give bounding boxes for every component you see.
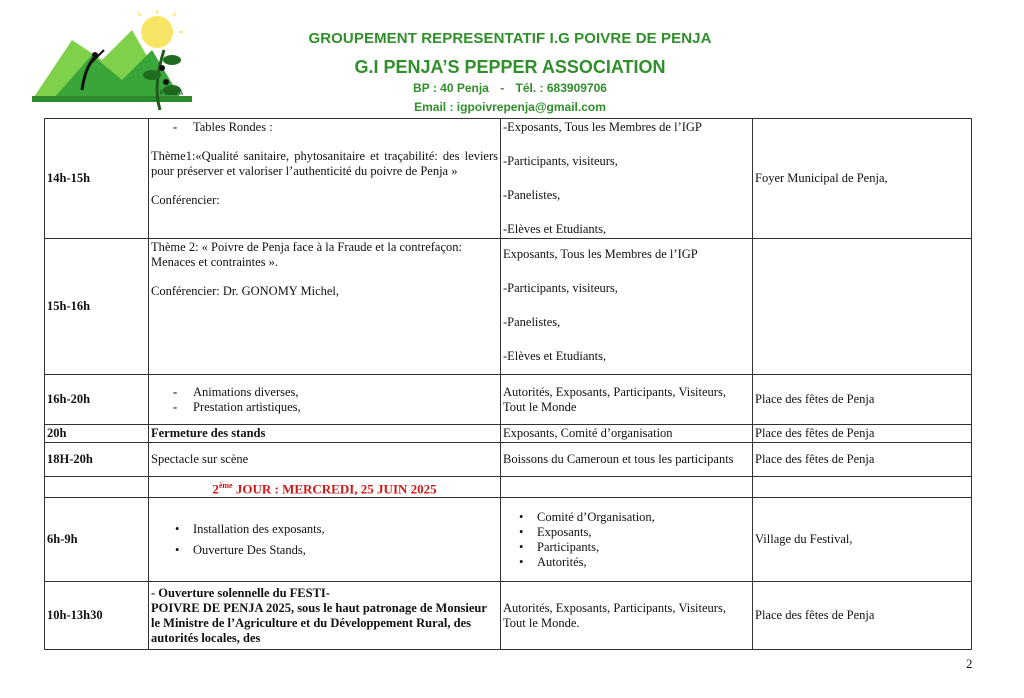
activity-cell: Fermeture des stands bbox=[149, 425, 501, 443]
list-item: • Participants, bbox=[517, 540, 750, 555]
participant-line: -Exposants, Tous les Membres de l’IGP bbox=[503, 120, 702, 134]
participant-line: Exposants, Tous les Membres de l’IGP bbox=[503, 247, 698, 261]
participants-cell bbox=[501, 239, 753, 375]
time-cell: 14h-15h bbox=[45, 119, 149, 239]
empty-cell bbox=[753, 477, 972, 498]
contact-line bbox=[190, 81, 830, 95]
day-number: 2 bbox=[212, 481, 219, 497]
participants-cell: Exposants, Comité d’organisation bbox=[501, 425, 753, 443]
org-name-fr: GROUPEMENT REPRESENTATIF I.G POIVRE DE PENJA bbox=[308, 30, 712, 47]
participants-cell bbox=[501, 498, 753, 582]
day-header-row bbox=[45, 477, 972, 498]
participants-cell: Autorités, Exposants, Participants, Visiteurs, Tout le Monde. bbox=[501, 582, 753, 650]
activity-cell bbox=[149, 375, 501, 425]
activity-cell bbox=[149, 582, 501, 650]
po-box: BP : 40 Penja bbox=[413, 81, 489, 95]
table-row bbox=[45, 375, 972, 425]
participant-line: -Panelistes, bbox=[503, 315, 561, 329]
theme-text: Thème1:«Qualité sanitaire, phytosanitaire et traçabilité: des leviers pour préserver et valoriser l’authenticité du poivre de Penja » bbox=[151, 149, 498, 178]
org-name-en: G.I PENJA’S PEPPER ASSOCIATION bbox=[354, 57, 666, 77]
place-cell: Place des fêtes de Penja bbox=[753, 443, 972, 477]
place-cell: Place des fêtes de Penja bbox=[753, 375, 972, 425]
time-cell: 20h bbox=[45, 425, 149, 443]
telephone: Tél. : 683909706 bbox=[515, 81, 607, 95]
separator: - bbox=[500, 81, 505, 95]
activity-cell bbox=[149, 498, 501, 582]
logo-text: PENJA bbox=[160, 90, 184, 97]
list-item: - Prestation artistiques, bbox=[173, 400, 498, 415]
place-cell: Foyer Municipal de Penja, bbox=[753, 119, 972, 239]
list-item: • Installation des exposants, bbox=[173, 522, 498, 537]
table-row bbox=[45, 582, 972, 650]
activity-cell: Spectacle sur scène bbox=[149, 443, 501, 477]
time-cell: 15h-16h bbox=[45, 239, 149, 375]
time-cell: 16h-20h bbox=[45, 375, 149, 425]
page-number: 2 bbox=[966, 656, 973, 671]
theme-text: Thème 2: « Poivre de Penja face à la Fraude et la contrefaçon: Menaces et contraintes ». bbox=[151, 240, 462, 269]
place-cell: Village du Festival, bbox=[753, 498, 972, 582]
table-row bbox=[45, 443, 972, 477]
empty-cell bbox=[45, 477, 149, 498]
list-item: • Autorités, bbox=[517, 555, 750, 570]
participant-line: -Participants, visiteurs, bbox=[503, 154, 618, 168]
activity-line: - Ouverture solennelle du FESTI- bbox=[151, 585, 330, 600]
table-row bbox=[45, 239, 972, 375]
list-item: • Exposants, bbox=[517, 525, 750, 540]
participants-cell: Boissons du Cameroun et tous les participants bbox=[501, 443, 753, 477]
activity-cell bbox=[149, 239, 501, 375]
association-logo bbox=[32, 10, 202, 118]
empty-cell bbox=[501, 477, 753, 498]
table-row bbox=[45, 425, 972, 443]
time-cell: 10h-13h30 bbox=[45, 582, 149, 650]
speaker-text: Conférencier: Dr. GONOMY Michel, bbox=[151, 284, 340, 298]
email: Email : igpoivrepenja@gmail.com bbox=[414, 100, 606, 114]
participants-cell: Autorités, Exposants, Participants, Visiteurs, Tout le Monde bbox=[501, 375, 753, 425]
day-suffix: ème bbox=[218, 481, 233, 490]
speaker-text: Conférencier: bbox=[151, 193, 220, 207]
day-title bbox=[149, 477, 501, 498]
list-item: • Ouverture Des Stands, bbox=[173, 543, 498, 558]
place-cell bbox=[753, 239, 972, 375]
list-item: • Comité d’Organisation, bbox=[517, 510, 750, 525]
activity-line: POIVRE DE PENJA 2025, sous le haut patronage de Monsieur le Ministre de l’Agriculture et du Développement Rural, des autorités locales, des bbox=[151, 600, 487, 645]
table-row bbox=[45, 498, 972, 582]
participant-line: -Elèves et Etudiants, bbox=[503, 349, 607, 363]
letterhead bbox=[0, 0, 1024, 120]
place-cell: Place des fêtes de Penja bbox=[753, 425, 972, 443]
activity-cell bbox=[149, 119, 501, 239]
day-label: JOUR : MERCREDI, 25 JUIN 2025 bbox=[232, 481, 437, 497]
table-row bbox=[45, 119, 972, 239]
participant-line: -Participants, visiteurs, bbox=[503, 281, 618, 295]
participants-cell bbox=[501, 119, 753, 239]
time-cell: 6h-9h bbox=[45, 498, 149, 582]
list-item: - Animations diverses, bbox=[173, 385, 498, 400]
participant-line: -Panelistes, bbox=[503, 188, 561, 202]
participant-line: -Elèves et Etudiants, bbox=[503, 222, 607, 236]
list-item: - Tables Rondes : bbox=[173, 120, 498, 135]
schedule-table bbox=[44, 118, 972, 650]
time-cell: 18H-20h bbox=[45, 443, 149, 477]
place-cell: Place des fêtes de Penja bbox=[753, 582, 972, 650]
